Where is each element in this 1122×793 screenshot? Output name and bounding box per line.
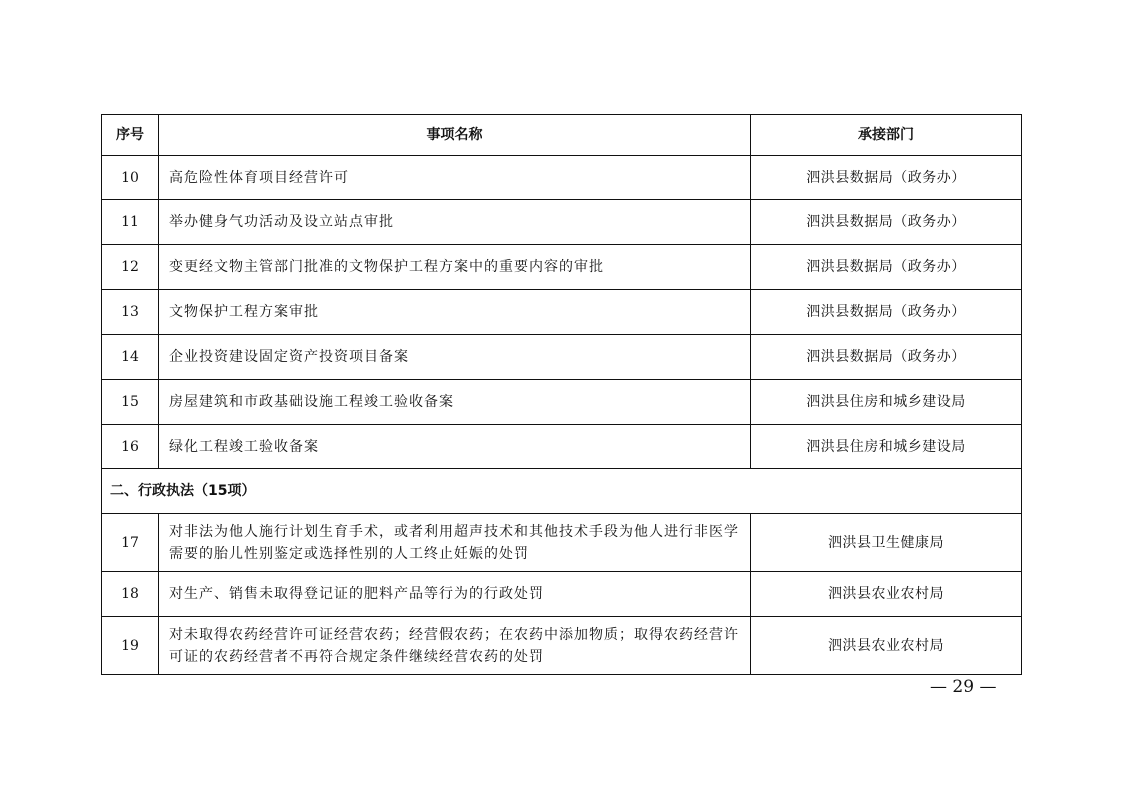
row-dept: 泗洪县数据局（政务办） xyxy=(751,290,1022,335)
table-row xyxy=(102,156,1022,200)
header-name: 事项名称 xyxy=(159,115,751,156)
row-name: 企业投资建设固定资产投资项目备案 xyxy=(159,335,751,380)
row-dept: 泗洪县数据局（政务办） xyxy=(751,156,1022,200)
table-header-row xyxy=(102,115,1022,156)
section-row xyxy=(102,469,1022,514)
table-row xyxy=(102,425,1022,469)
row-no: 14 xyxy=(102,335,159,380)
header-no: 序号 xyxy=(102,115,159,156)
row-no: 12 xyxy=(102,245,159,290)
row-no: 10 xyxy=(102,156,159,200)
row-dept: 泗洪县数据局（政务办） xyxy=(751,335,1022,380)
section-heading: 二、行政执法（15项） xyxy=(102,469,1022,514)
row-name: 举办健身气功活动及设立站点审批 xyxy=(159,200,751,245)
row-dept: 泗洪县农业农村局 xyxy=(751,572,1022,617)
table-row xyxy=(102,617,1022,675)
row-no: 17 xyxy=(102,514,159,572)
table-row xyxy=(102,200,1022,245)
row-name: 文物保护工程方案审批 xyxy=(159,290,751,335)
row-name: 高危险性体育项目经营许可 xyxy=(159,156,751,200)
row-name: 对非法为他人施行计划生育手术，或者利用超声技术和其他技术手段为他人进行非医学需要的胎儿性别鉴定或选择性别的人工终止妊娠的处罚 xyxy=(159,514,751,572)
table-row xyxy=(102,335,1022,380)
table-row xyxy=(102,514,1022,572)
row-name: 绿化工程竣工验收备案 xyxy=(159,425,751,469)
items-table xyxy=(101,114,1022,675)
table-row xyxy=(102,245,1022,290)
row-dept: 泗洪县卫生健康局 xyxy=(751,514,1022,572)
row-no: 13 xyxy=(102,290,159,335)
row-dept: 泗洪县农业农村局 xyxy=(751,617,1022,675)
row-no: 15 xyxy=(102,380,159,425)
header-dept: 承接部门 xyxy=(751,115,1022,156)
table-row xyxy=(102,290,1022,335)
row-name: 对生产、销售未取得登记证的肥料产品等行为的行政处罚 xyxy=(159,572,751,617)
row-dept: 泗洪县住房和城乡建设局 xyxy=(751,425,1022,469)
table-row xyxy=(102,380,1022,425)
row-name: 房屋建筑和市政基础设施工程竣工验收备案 xyxy=(159,380,751,425)
row-no: 18 xyxy=(102,572,159,617)
table-row xyxy=(102,572,1022,617)
row-no: 19 xyxy=(102,617,159,675)
row-name: 对未取得农药经营许可证经营农药；经营假农药；在农药中添加物质；取得农药经营许可证的农药经营者不再符合规定条件继续经营农药的处罚 xyxy=(159,617,751,675)
row-no: 16 xyxy=(102,425,159,469)
row-dept: 泗洪县住房和城乡建设局 xyxy=(751,380,1022,425)
page-number: — 29 — xyxy=(930,677,997,697)
row-dept: 泗洪县数据局（政务办） xyxy=(751,245,1022,290)
row-dept: 泗洪县数据局（政务办） xyxy=(751,200,1022,245)
row-no: 11 xyxy=(102,200,159,245)
row-name: 变更经文物主管部门批准的文物保护工程方案中的重要内容的审批 xyxy=(159,245,751,290)
